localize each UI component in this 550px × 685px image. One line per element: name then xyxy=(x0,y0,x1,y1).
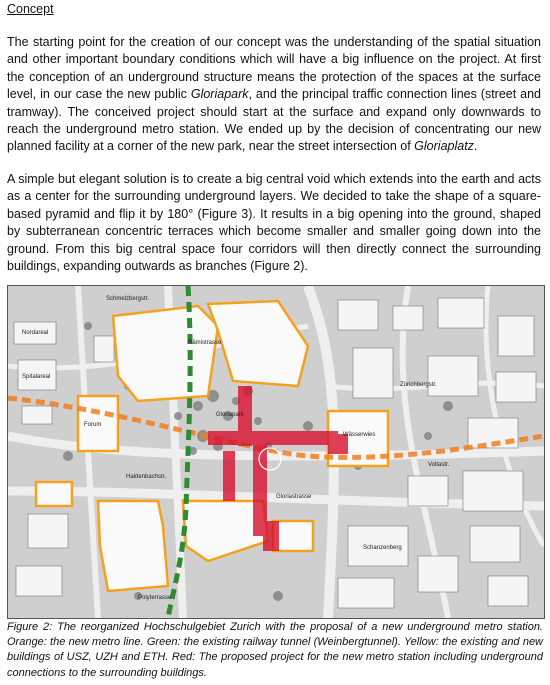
label-voltastr: Voltastr. xyxy=(428,462,450,468)
paragraph-1-text-c: , and the principal traffic connection lines (street and tramway). The conceived project should start at the surface and expand only downwards to reach the underground metro station. We ended up by the decision of concentrating our new planned facility at a corner of the new park, near the street intersection of xyxy=(7,87,541,154)
label-gloriapark: Gloriapark xyxy=(216,412,244,418)
label-polyterrasse: Polyterrasse xyxy=(138,595,172,601)
paragraph-2: A simple but elegant solution is to create a big central void which extends into the earth and acts as a center for the surrounding underground layers. We decided to take the shape of a square-based pyramid and flip it by 180° (Figure 3). It results in a big opening into the ground, shaped by subterranean concentric terraces which become smaller and smaller going down into the ground. From this big central space four corridors will then directly connect the surrounding buildings, expanding outwards as branches (Figure 2). xyxy=(7,172,541,274)
label-gloriastrasse: Gloriastrasse xyxy=(276,494,312,500)
label-nordareal: Nordareal xyxy=(22,330,49,336)
label-schmelzberg: Schmelzbergstr. xyxy=(106,296,150,302)
site-plan-figure xyxy=(7,285,545,619)
label-haldenbach: Haldenbachstr. xyxy=(126,474,167,480)
figure-caption: Figure 2: The reorganized Hochschulgebiet Zurich with the proposal of a new underground metro station. Orange: the new metro line. Green: the existing railway tunnel (Weinbergtunnel). Yellow: the existing and new buildings of USZ, UZH and ETH. Red: The proposed project for the new metro station including underground connections to the surrounding buildings. xyxy=(7,621,543,679)
label-wasserwies: Wässerwies xyxy=(343,432,376,438)
label-spitalareal: Spitalareal xyxy=(22,374,51,380)
label-schanzenberg: Schanzenberg xyxy=(363,545,402,551)
paragraph-1-text-e: . xyxy=(473,139,478,154)
paragraph-1 xyxy=(7,34,541,156)
label-forum: Forum xyxy=(84,422,102,428)
site-plan-map xyxy=(8,286,544,618)
paragraph-1-text-a: The starting point for the creation of our concept was the understanding of the spatial situation and other important boundary conditions which will have a big influence on the project. At first the conception of an underground structure means the protection of the spaces at the surface level, in our case the new public xyxy=(7,35,541,102)
label-ramistrasse: Rämistrasse xyxy=(188,340,222,346)
gloriaplatz-italic: Gloriaplatz xyxy=(414,139,474,154)
gloriapark-italic: Gloriapark xyxy=(190,87,249,102)
label-zurichbergstr: Zürichbergstr. xyxy=(400,382,437,388)
section-heading: Concept xyxy=(7,2,54,16)
